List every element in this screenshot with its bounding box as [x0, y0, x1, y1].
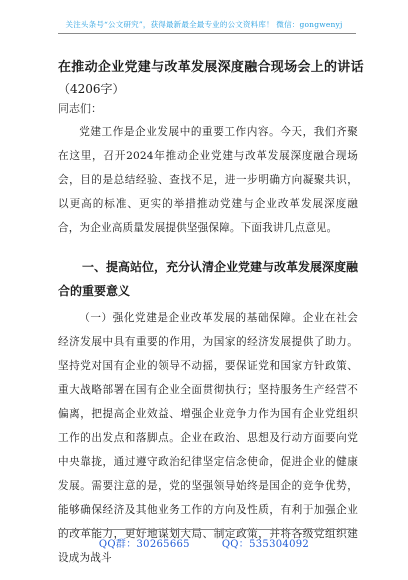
qq-number: QQ：535304092 — [221, 539, 310, 550]
header-divider — [58, 33, 356, 34]
body-paragraph-intro: 党建工作是企业发展中的重要工作内容。今天，我们齐聚在这里，召开2024年推动企业党建与改革发展深度融合现场会，目的是总结经验、查找不足，进一步明确方向凝聚共识，以更高的标准、更实的举措推动党建与企业改革发展深度融合，为企业高质量发展提供坚强保障。下面我讲几点意见。 — [58, 126, 358, 234]
promo-header: 关注头条号“公文研究”，获得最新最全最专业的公文资料库！ 微信：gongwenyj — [65, 20, 343, 29]
contact-footer — [0, 535, 408, 550]
salutation: 同志们： — [58, 102, 102, 115]
section-heading-1: 一、提高站位，充分认清企业党建与改革发展深度融合的重要意义 — [58, 260, 359, 298]
qq-group-number: QQ群：30265665 — [98, 539, 190, 550]
footer-divider — [58, 529, 356, 530]
document-title: 在推动企业党建与改革发展深度融合现场会上的讲话 — [58, 60, 364, 75]
body-paragraph-1: （一）强化党建是企业改革发展的基础保障。企业在社会经济发展中具有重要的作用，为国家的经济发展提供了助力。坚持党对国有企业的领导不动摇，要保证党和国家方针政策、重大战略部署在国有企业全面贯彻执行；坚持服务生产经营不偏离，把提高企业效益、增强企业竞争力作为国有企业党组织工作的出发点和落脚点。企业在政治、思想及行动方面要向党中央靠拢，通过遵守政治纪律坚定信念使命，促进企业的健康发展。需要注意的是，党的坚强领导始终是国企的竞争优势，能够确保经济及其他业务工作的方向及性质，有利于加强企业的改革能力，更好地谋划大局、制定政策，并将各级党组织建设成为战斗 — [58, 312, 358, 564]
word-count: （4206字） — [58, 82, 125, 96]
